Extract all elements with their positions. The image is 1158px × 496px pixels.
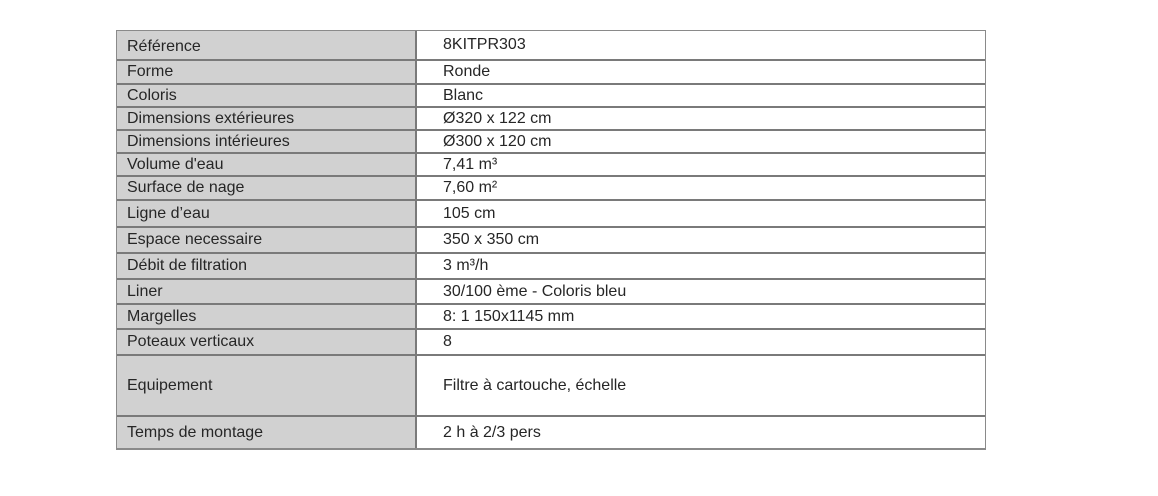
spec-value: Filtre à cartouche, échelle — [417, 356, 985, 415]
spec-label: Margelles — [117, 305, 417, 328]
spec-label: Liner — [117, 280, 417, 303]
spec-table — [116, 30, 986, 450]
spec-label: Coloris — [117, 85, 417, 106]
spec-row-margelles — [117, 305, 985, 330]
spec-value: 8: 1 150x1145 mm — [417, 305, 985, 328]
spec-row-equipement — [117, 356, 985, 417]
spec-value: Ronde — [417, 61, 985, 83]
spec-label: Volume d'eau — [117, 154, 417, 175]
spec-label: Dimensions extérieures — [117, 108, 417, 129]
spec-label: Débit de filtration — [117, 254, 417, 278]
spec-value: 7,60 m² — [417, 177, 985, 199]
spec-row-dimensions-interieures — [117, 131, 985, 154]
spec-row-debit-filtration — [117, 254, 985, 280]
spec-value: 30/100 ème - Coloris bleu — [417, 280, 985, 303]
spec-value: 8 — [417, 330, 985, 354]
spec-row-forme — [117, 61, 985, 85]
spec-row-espace-necessaire — [117, 228, 985, 254]
spec-label: Espace necessaire — [117, 228, 417, 252]
spec-row-coloris — [117, 85, 985, 108]
spec-label: Equipement — [117, 356, 417, 415]
spec-value: 350 x 350 cm — [417, 228, 985, 252]
spec-label: Poteaux verticaux — [117, 330, 417, 354]
spec-label: Ligne d’eau — [117, 201, 417, 226]
spec-value: 7,41 m³ — [417, 154, 985, 175]
spec-value: 8KITPR303 — [417, 31, 985, 59]
spec-row-dimensions-exterieures — [117, 108, 985, 131]
spec-row-ligne-eau — [117, 201, 985, 228]
spec-value: 3 m³/h — [417, 254, 985, 278]
spec-value: Ø320 x 122 cm — [417, 108, 985, 129]
spec-row-volume-eau — [117, 154, 985, 177]
spec-row-poteaux-verticaux — [117, 330, 985, 356]
spec-row-surface-nage — [117, 177, 985, 201]
spec-value: Blanc — [417, 85, 985, 106]
spec-row-liner — [117, 280, 985, 305]
spec-value: Ø300 x 120 cm — [417, 131, 985, 152]
spec-value: 2 h à 2/3 pers — [417, 417, 985, 448]
spec-label: Surface de nage — [117, 177, 417, 199]
spec-row-reference — [117, 31, 985, 61]
spec-label: Forme — [117, 61, 417, 83]
spec-label: Temps de montage — [117, 417, 417, 448]
spec-row-temps-montage — [117, 417, 985, 448]
spec-label: Référence — [117, 31, 417, 59]
spec-value: 105 cm — [417, 201, 985, 226]
spec-label: Dimensions intérieures — [117, 131, 417, 152]
